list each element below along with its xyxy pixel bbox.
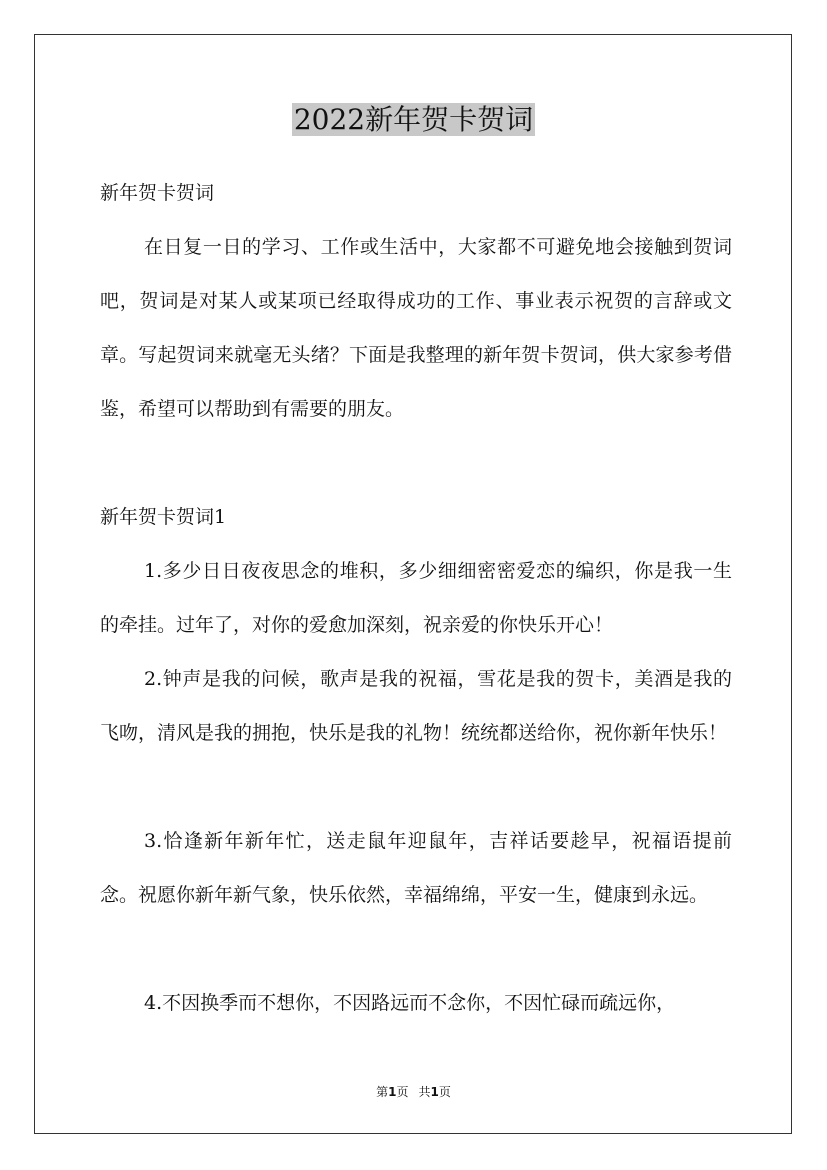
document-title [0, 100, 827, 140]
document-title-text: 2022新年贺卡贺词 [293, 103, 534, 136]
greeting-item-2: 2.钟声是我的问候，歌声是我的祝福，雪花是我的贺卡，美酒是我的飞吻，清风是我的拥抱，快乐是我的礼物！统统都送给你，祝你新年快乐！ [100, 668, 732, 744]
page-current: 1 [388, 1085, 397, 1099]
total-suffix: 页 [438, 1085, 451, 1099]
total-prefix: 共 [418, 1085, 431, 1099]
document-heading: 新年贺卡贺词 [100, 182, 215, 204]
greeting-item-3: 3.恰逢新年新年忙，送走鼠年迎鼠年，吉祥话要趁早，祝福语提前念。祝愿你新年新气象，快乐依然，幸福绵绵，平安一生，健康到永远。 [100, 830, 732, 906]
intro-paragraph: 在日复一日的学习、工作或生活中，大家都不可避免地会接触到贺词吧，贺词是对某人或某项已经取得成功的工作、事业表示祝贺的言辞或文章。写起贺词来就毫无头绪？下面是我整理的新年贺卡贺词，供大家参考借鉴，希望可以帮助到有需要的朋友。 [100, 236, 732, 420]
page-footer [0, 1082, 827, 1102]
page-total: 1 [430, 1085, 439, 1099]
section-heading: 新年贺卡贺词1 [100, 506, 227, 528]
page-suffix: 页 [396, 1085, 409, 1099]
page-prefix: 第 [376, 1085, 389, 1099]
greeting-item-4: 4.不因换季而不想你，不因路远而不念你，不因忙碌而疏远你， [144, 992, 676, 1014]
greeting-item-1: 1.多少日日夜夜思念的堆积，多少细细密密爱恋的编织，你是我一生的牵挂。过年了，对你的爱愈加深刻，祝亲爱的你快乐开心！ [100, 560, 732, 636]
